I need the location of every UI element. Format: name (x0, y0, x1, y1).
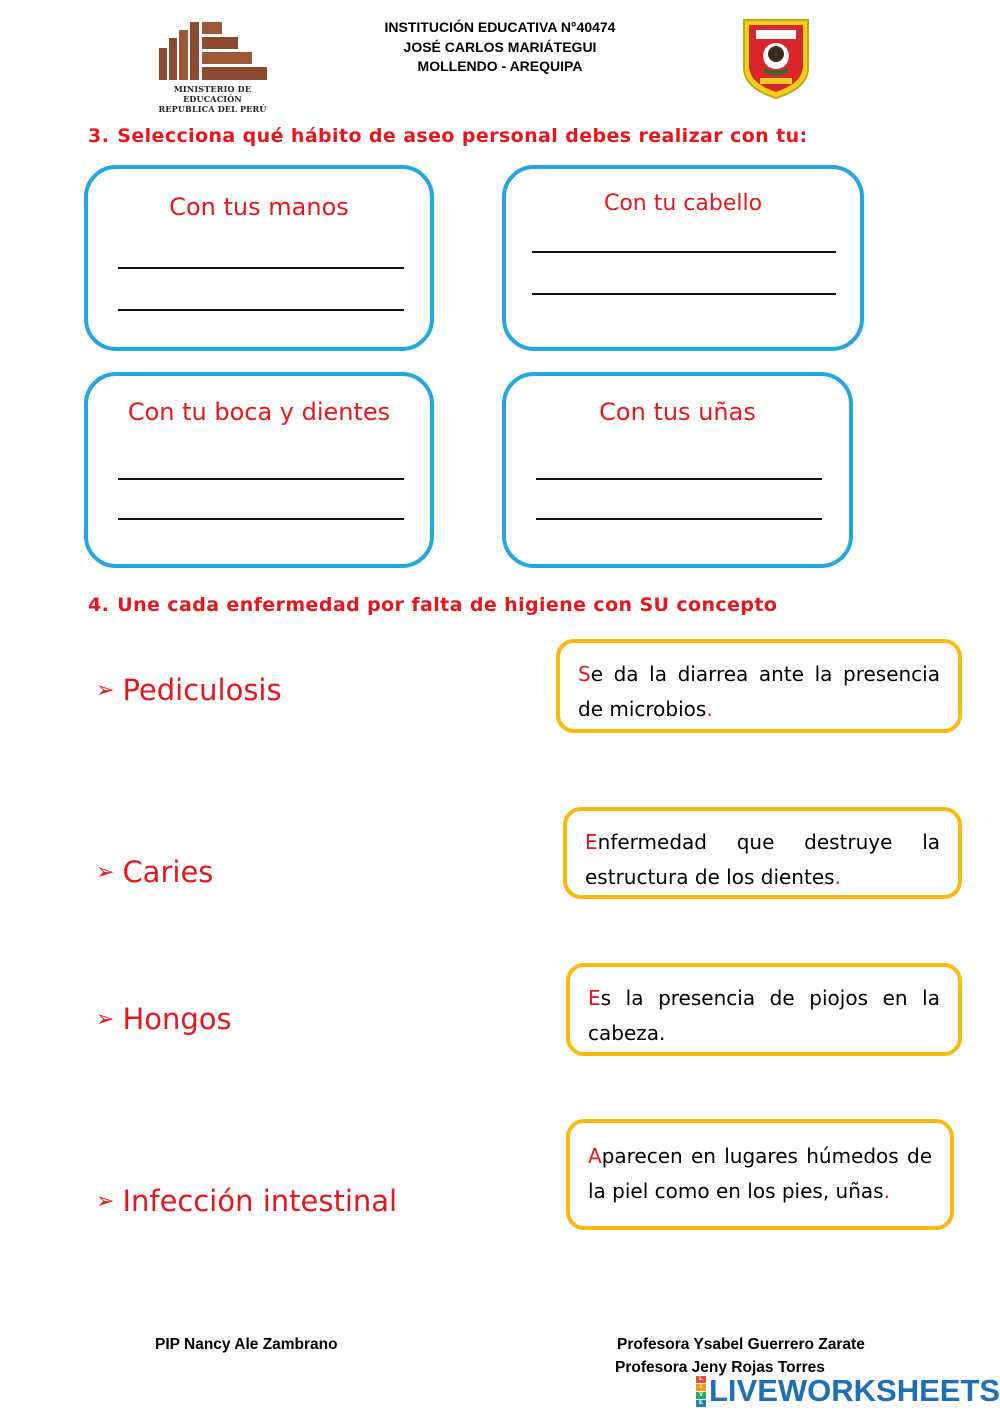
concept-text: e da la diarrea ante la presencia de microbios (578, 662, 940, 721)
concept-initial: E (585, 830, 598, 854)
habit-box-hands-title: Con tus manos (169, 193, 349, 221)
habit-box-nails-title: Con tus uñas (599, 398, 756, 426)
answer-line[interactable] (536, 478, 822, 480)
concept-text: s la presencia de piojos en la cabeza. (588, 986, 940, 1045)
disease-item[interactable] (96, 1002, 232, 1036)
question-3-title (88, 125, 808, 147)
logo-square-letter: L (696, 1376, 706, 1383)
concept-initial: A (588, 1144, 602, 1168)
concept-box[interactable] (566, 963, 962, 1056)
arrow-bullet-icon: ➢ (96, 1007, 115, 1032)
logo-square-letter: V (696, 1392, 706, 1399)
disease-item[interactable] (96, 673, 282, 707)
liveworksheets-logo-icon (696, 1376, 706, 1407)
ministry-logo (155, 22, 270, 114)
question-3-number: 3. (88, 125, 110, 147)
answer-line[interactable] (536, 518, 822, 520)
arrow-bullet-icon: ➢ (96, 1189, 115, 1214)
school-header (330, 18, 670, 77)
ministry-caption-line-2: REPUBLICA DEL PERÚ (158, 104, 267, 114)
stacked-bricks-logo-icon (159, 22, 267, 80)
school-name-line-2: JOSÉ CARLOS MARIÁTEGUI (403, 38, 597, 55)
habit-box-mouth-teeth (84, 372, 434, 568)
concept-period: . (706, 697, 713, 721)
habit-box-hair-title: Con tu cabello (603, 191, 763, 216)
school-name-line-3: MOLLENDO - AREQUIPA (417, 58, 583, 74)
arrow-bullet-icon: ➢ (96, 860, 115, 885)
footer-teacher-2: Profesora Jeny Rojas Torres (615, 1359, 825, 1376)
concept-text: nfermedad que destruye la estructura de los dientes (585, 830, 940, 889)
footer-pip-teacher: PIP Nancy Ale Zambrano (155, 1336, 338, 1353)
disease-label: Pediculosis (122, 673, 282, 707)
answer-line[interactable] (118, 518, 404, 520)
habit-box-mouth-teeth-title: Con tu boca y dientes (127, 398, 391, 426)
concept-text: parecen en lugares húmedos de la piel como en los pies, uñas (588, 1144, 932, 1203)
question-4-number: 4. (88, 594, 110, 616)
habit-box-hair (502, 165, 864, 351)
disease-label: Infección intestinal (122, 1184, 398, 1218)
question-4-title (88, 594, 777, 616)
arrow-bullet-icon: ➢ (96, 678, 115, 703)
concept-period: . (883, 1179, 890, 1203)
answer-line[interactable] (532, 293, 836, 295)
disease-label: Caries (122, 855, 214, 889)
school-crest-icon (740, 16, 812, 100)
logo-square-letter: I (696, 1384, 706, 1391)
habit-box-nails (502, 372, 853, 568)
school-name-line-1: INSTITUCIÓN EDUCATIVA N°40474 (384, 19, 616, 35)
answer-line[interactable] (118, 267, 404, 269)
answer-line[interactable] (118, 309, 404, 311)
habit-box-hands (84, 165, 434, 351)
question-3-text: Selecciona qué hábito de aseo personal debes realizar con tu: (117, 125, 808, 147)
logo-square-letter: E (696, 1400, 706, 1407)
concept-box[interactable] (563, 807, 962, 899)
concept-initial: E (588, 986, 601, 1010)
concept-box[interactable] (566, 1119, 954, 1230)
ministry-caption-line-1: MINISTERIO DE EDUCACIÓN (173, 84, 252, 104)
concept-initial: S (578, 662, 591, 686)
answer-line[interactable] (532, 251, 836, 253)
disease-item[interactable] (96, 855, 213, 889)
disease-item[interactable] (96, 1184, 397, 1218)
concept-period: . (834, 865, 841, 889)
answer-line[interactable] (118, 478, 404, 480)
liveworksheets-wordmark: LIVEWORKSHEETS (709, 1373, 1000, 1408)
concept-box[interactable] (556, 639, 962, 733)
question-4-text: Une cada enfermedad por falta de higiene con SU concepto (117, 594, 778, 616)
footer-teacher-1: Profesora Ysabel Guerrero Zarate (617, 1336, 865, 1353)
disease-label: Hongos (122, 1002, 232, 1036)
liveworksheets-brand[interactable] (696, 1374, 1000, 1408)
